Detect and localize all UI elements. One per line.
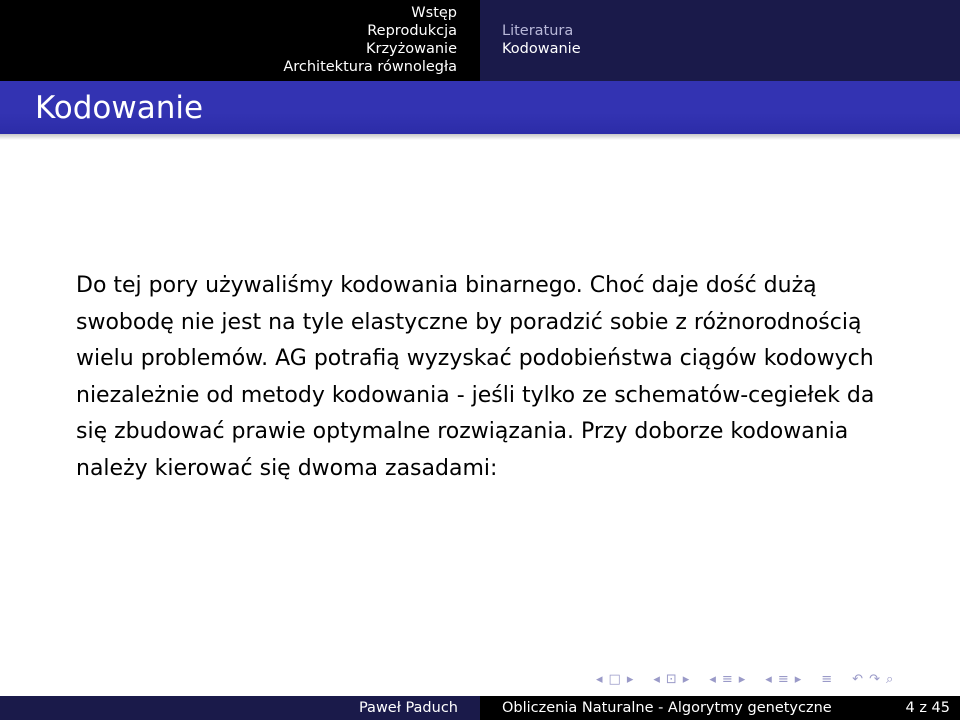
nav-section-literatura[interactable]: Literatura bbox=[502, 23, 574, 39]
footer-title: Obliczenia Naturalne - Algorytmy genetyczne bbox=[502, 700, 832, 716]
nav-section-krzyzowanie[interactable]: Krzyżowanie bbox=[365, 41, 457, 57]
title-bar-shadow bbox=[0, 134, 960, 140]
body-paragraph: Do tej pory używaliśmy kodowania binarnego. Choć daje dość dużą swobodę nie jest na tyle elastyczne by poradzić sobie z różnorodnością wielu problemów. AG potrafią wyzyskać podobieństwa ciągów kodowych niezależnie od metody kodowania - jeśli tylko ze schematów-cegiełek da się zbudować prawie optymalne rozwiązania. Przy doborze kodowania należy kierować się dwoma zasadami: bbox=[76, 273, 875, 481]
align-icon[interactable]: ≡ bbox=[821, 671, 833, 687]
nav-sections-left bbox=[0, 0, 480, 81]
nav-sections-right bbox=[480, 0, 960, 81]
next-frame-icon[interactable]: ▸ bbox=[626, 671, 634, 687]
nav-section-architektura[interactable]: Architektura równoległa bbox=[283, 59, 457, 75]
prev-section-icon[interactable]: ◂ bbox=[709, 671, 716, 687]
footer-title-block bbox=[480, 696, 960, 720]
next-subsection-icon[interactable]: ▸ bbox=[682, 671, 690, 687]
section-navigation-bar bbox=[0, 0, 960, 81]
frame-icon[interactable]: □ bbox=[608, 671, 621, 687]
section-icon[interactable]: ≡ bbox=[721, 671, 733, 687]
next-section-icon[interactable]: ▸ bbox=[738, 671, 746, 687]
footer-author: Paweł Paduch bbox=[0, 696, 480, 720]
redo-icon[interactable]: ↷ bbox=[869, 671, 880, 687]
beamer-navigation-symbols bbox=[596, 670, 893, 688]
frame-title: Kodowanie bbox=[35, 90, 204, 126]
undo-icon[interactable]: ↶ bbox=[852, 671, 864, 687]
nav-section-kodowanie[interactable]: Kodowanie bbox=[502, 41, 581, 57]
slide-icon[interactable]: ≡ bbox=[777, 671, 789, 687]
nav-section-reprodukcja[interactable]: Reprodukcja bbox=[367, 23, 457, 39]
nav-section-wstep[interactable]: Wstęp bbox=[411, 5, 457, 21]
prev-subsection-icon[interactable]: ◂ bbox=[653, 671, 660, 687]
subsection-icon[interactable]: ⊡ bbox=[665, 671, 677, 687]
page-number: 4 z 45 bbox=[905, 700, 950, 716]
prev-slide-icon[interactable]: ◂ bbox=[765, 671, 772, 687]
footer-bar bbox=[0, 696, 960, 720]
next-slide-icon[interactable]: ▸ bbox=[794, 671, 802, 687]
search-icon[interactable]: ⌕ bbox=[885, 671, 894, 687]
prev-frame-icon[interactable]: ◂ bbox=[596, 671, 603, 687]
